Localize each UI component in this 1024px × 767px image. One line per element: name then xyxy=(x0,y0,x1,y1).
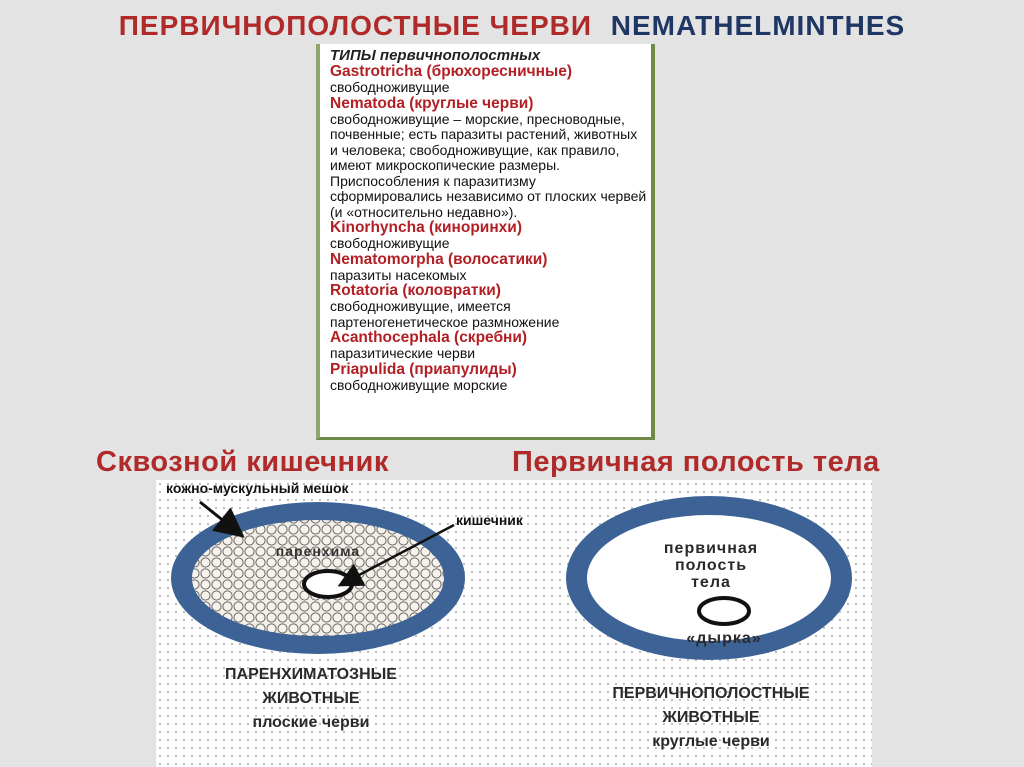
title-russian: ПЕРВИЧНОПОЛОСТНЫЕ ЧЕРВИ xyxy=(118,10,592,41)
taxon-name: Nematomorpha (волосатики) xyxy=(330,250,548,268)
types-list-box xyxy=(316,44,655,440)
label-skin-muscle-sac: кожно-мускульный мешок xyxy=(166,480,349,496)
taxon-desc: свободноживущие, имеется партеногенетическое размножение xyxy=(330,298,560,330)
caption-right-line1: ПЕРВИЧНОПОЛОСТНЫЕ xyxy=(612,685,810,702)
types-heading: ТИПЫ первичнополостных xyxy=(330,47,541,64)
taxon-desc: паразитические черви xyxy=(330,345,476,361)
caption-left-line3: плоские черви xyxy=(252,714,370,731)
taxon-desc: свободноживущие xyxy=(330,235,450,251)
caption-left-line2: ЖИВОТНЫЕ xyxy=(262,690,360,707)
subtitle-primary-cavity: Первичная полость тела xyxy=(512,446,880,478)
label-hole: «дырка» xyxy=(686,630,762,647)
slide-title xyxy=(0,10,1024,42)
taxon-desc: свободноживущие xyxy=(330,79,450,95)
label-cavity-line1: первичная xyxy=(663,540,759,557)
subtitle-through-gut: Сквозной кишечник xyxy=(96,446,389,478)
caption-right-line2: ЖИВОТНЫЕ xyxy=(662,709,760,726)
label-cavity-line2: полость xyxy=(674,557,748,574)
taxon-name: Acanthocephala (скребни) xyxy=(330,329,528,346)
label-cavity-line3: тела xyxy=(691,574,731,591)
taxon-desc: свободноживущие морские xyxy=(330,376,508,393)
taxon-name: Gastrotricha (брюхоресничные) xyxy=(330,63,573,80)
right-gut-hole xyxy=(699,598,749,624)
taxon-desc: паразиты насекомых xyxy=(330,266,467,283)
caption-left-line1: ПАРЕНХИМАТОЗНЫЕ xyxy=(225,666,397,683)
caption-right-line3: круглые черви xyxy=(652,733,770,750)
title-latin: NEMATHELMINTHES xyxy=(610,10,906,41)
taxon-name: Kinorhyncha (киноринхи) xyxy=(330,219,522,236)
left-gut-outline xyxy=(304,571,352,597)
taxon-name: Nematoda (круглые черви) xyxy=(330,94,534,112)
taxon-desc: свободноживущие – морские, пресноводные, почвенные; есть паразиты растений, животных и человека; свободноживущие, как правило, имеют микроскопические размеры. Приспособления к паразитизму сформировались независимо от плоских червей (и «относительно недавно»). xyxy=(330,110,647,220)
label-parenchyma: паренхима xyxy=(275,543,361,559)
taxon-name: Priapulida (приапулиды) xyxy=(330,360,517,378)
taxon-name: Rotatoria (коловратки) xyxy=(330,282,501,299)
label-gut: кишечник xyxy=(456,512,523,528)
body-plan-diagram xyxy=(156,480,872,767)
